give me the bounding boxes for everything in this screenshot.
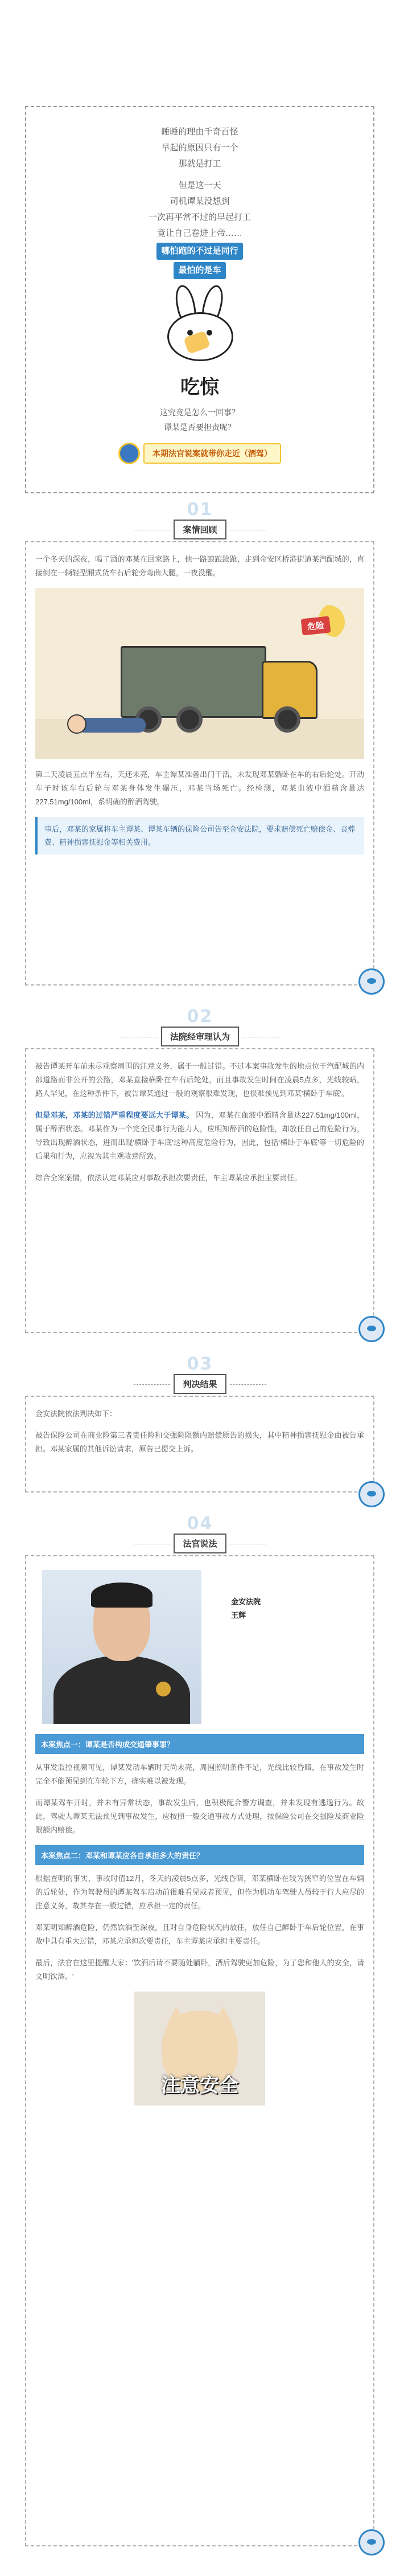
poem-line: 睡睡的理由千奇百怪 <box>161 127 238 137</box>
judge-name-block <box>231 1595 261 1622</box>
case-paragraph: 第二天凌晨五点半左右，天还未亮，车主谭某准备出门干活，未发现邓某躺卧在车的右后轮处。开动车子时该车右后轮与邓某身体发生碾压，邓某当场死亡。经检测，邓某血液中酒精含量达227.51mg/100ml，系明确的醉酒驾驶。 <box>35 770 364 806</box>
case-paragraph: 一个冬天的深夜，喝了酒的邓某在回家路上，他一路踉踉跄跄，走到金安区桥港街道某汽配城的，直接倒在一辆轻型厢式货车右后轮旁弯曲大腿，一夜没醒。 <box>35 555 364 577</box>
verdict-paragraph: 被告保险公司在商业险第三者责任险和交强险限额内赔偿原告的损失，其中精神损害抚慰金由被告承担。邓某家属的其他诉讼请求，原告已提交上诉。 <box>35 1431 364 1453</box>
section-header-judge <box>0 1515 400 1553</box>
section-number: 04 <box>187 1514 213 1534</box>
verdict-paragraph: 金安法院依法判决如下： <box>35 1409 117 1418</box>
intro-question: 这究竟是怎么一回事？ 谭某是否要担责呢？ <box>160 408 240 432</box>
intro-badge-text: 本期法官说案就带你走近（酒驾） <box>143 443 281 464</box>
opinion-paragraph: 被告谭某开车前未尽观察周围的注意义务，属于一般过错。不过本案事故发生的地点位于汽配城的内部道路而非公开的公路，邓某直接横卧在车右后轮处，而且事故发生时间在凌晨5点多，光线较暗，路人罕见，在这种条件下，被告谭某通过一般的观察很难发现，也很难预见到邓某'横卧于车底'。 <box>35 1062 364 1098</box>
poem-line: 一次再平常不过的早起打工 <box>148 212 251 222</box>
intro-highlight: 最怕的是车 <box>174 262 225 279</box>
court-logo-icon <box>118 443 140 464</box>
poem-line: 司机谭某没想到 <box>170 197 230 206</box>
section-header-opinion <box>0 1008 400 1046</box>
section-number: 02 <box>187 1007 213 1027</box>
section-header-case <box>0 501 400 539</box>
accident-illustration <box>35 588 364 759</box>
section-title: 判决结果 <box>174 1374 226 1394</box>
mascot-icon <box>358 1481 385 1507</box>
opinion-paragraph: 但是邓某，邓某的过错严重程度要远大于谭某。 因为，邓某在血液中酒精含量达227.51mg/100ml，属于醉酒状态。邓某作为一个完全民事行为能力人，应明知醉酒的危险性，却放任自己的危险行为，导致出现醉酒状态，进而出现'横卧于车底'这种高度危险行为，因此，包括'横卧于车底'等一切危险的后果和行为，应视为其主观故意所致。 <box>35 1111 364 1160</box>
shock-caption: 吃惊 <box>180 376 219 399</box>
poem-line: 那就是打工 <box>178 159 221 169</box>
case-note: 事后，邓某的家属将车主谭某、谭某车辆的保险公司告至金安法院，要求赔偿死亡赔偿金、丧葬费、精神损害抚慰金等相关费用。 <box>35 817 364 854</box>
shocked-bunny-illustration <box>151 285 248 370</box>
judge-paragraph: 最后，法官在这里提醒大家：'饮酒后请不要随处躺卧，酒后驾驶更加危险，为了您和他人的安全，请文明饮酒。' <box>35 1958 364 1981</box>
judge-paragraph: 从事发监控视频可见，谭某发动车辆时天尚未亮，周围照明条件不足，光线比较昏暗，在事故发生时完全不能预见到在车轮下方，确实难以被发现。 <box>35 1763 364 1785</box>
poem-line: 竟让自己卷进上帝…… <box>156 228 242 238</box>
judge-paragraph: 根据查明的事实，事故时值12月，冬天的凌晨5点多，光线昏暗，邓某横卧在较为狭窄的位置在车辆的后轮处，作为驾驶员的谭某驾车启动前很难看见或者预见，但作为机动车驾驶人员较于行人应尽的注意义务，故其存在一般过错，应承担一定的责任。 <box>35 1874 364 1910</box>
poem-line: 但是这一天 <box>178 181 221 190</box>
mascot-icon <box>358 2529 385 2555</box>
intro-badge <box>26 443 373 464</box>
cat-meme-image <box>134 1992 265 2105</box>
section-title: 案情回顾 <box>174 520 226 539</box>
section-number: 03 <box>187 1354 213 1374</box>
judge-court: 金安法院 <box>231 1597 261 1606</box>
danger-sign: 危险 <box>301 616 331 635</box>
judge-subheading: 本案焦点二：邓某和谭某应各自承担多大的责任？ <box>35 1845 364 1865</box>
intro-poem <box>26 124 373 280</box>
mascot-icon <box>358 1316 385 1342</box>
poem-line: 早起的原因只有一个 <box>161 143 238 153</box>
section-header-verdict <box>0 1356 400 1394</box>
intro-highlight: 哪怕跑的不过是同行 <box>156 243 242 260</box>
judge-card <box>25 1555 374 2546</box>
opinion-paragraph: 综合全案案情，依法认定邓某应对事故承担次要责任，车主谭某应承担主要责任。 <box>35 1173 302 1182</box>
intro-card <box>25 106 374 493</box>
judge-profile <box>35 1567 364 1726</box>
case-card <box>25 541 374 986</box>
judge-name: 王辉 <box>231 1611 246 1620</box>
section-number: 01 <box>187 500 213 520</box>
judge-paragraph: 而谭某驾车开时，并未有异常状态，事故发生后，也积极配合警方调查，并未发现有逃逸行为。故此，驾驶人谭某无法预见到事故发生，应按照一般交通事故方式处理，按保险公司在交强险及商业险限额内赔偿。 <box>35 1798 364 1834</box>
section-title: 法官说法 <box>174 1534 226 1553</box>
mascot-icon <box>358 968 385 995</box>
section-title: 法院经审理认为 <box>161 1027 239 1046</box>
cat-caption: 注意安全 <box>161 2075 238 2096</box>
court-badge-icon <box>156 1682 171 1696</box>
judge-subheading: 本案焦点一：谭某是否构成交通肇事罪？ <box>35 1734 364 1754</box>
opinion-card <box>25 1048 374 1333</box>
lying-person <box>77 718 146 733</box>
verdict-card <box>25 1396 374 1493</box>
judge-paragraph: 邓某明知醉酒危险，仍然饮酒至深夜，且对自身危险状况的放任，放任自己醉卧于车后轮位置，在事故中具有重大过错，邓某应承担次要责任，车主谭某应承担主要责任。 <box>35 1923 364 1945</box>
judge-photo <box>42 1570 201 1724</box>
